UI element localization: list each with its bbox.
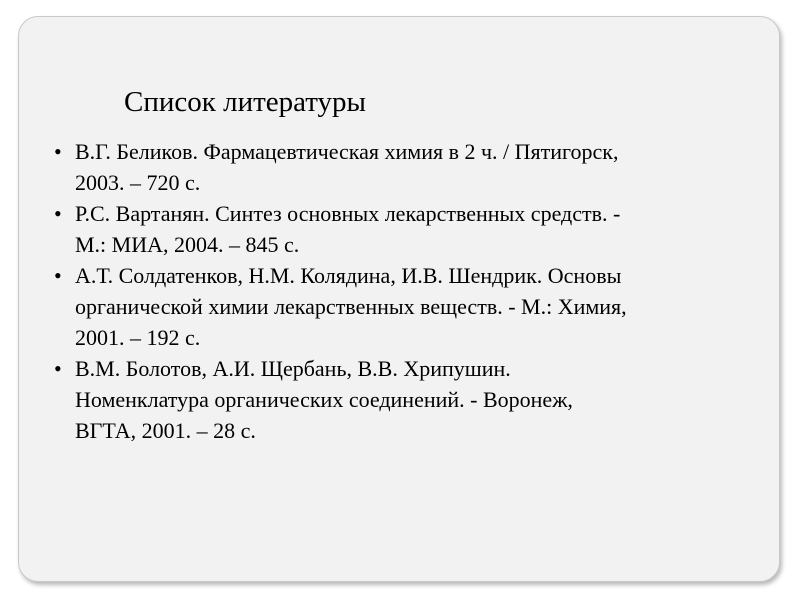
reference-line: Номенклатура органических соединений. - Воронеж,	[75, 387, 573, 412]
reference-line: 2003. – 720 с.	[75, 170, 201, 195]
reference-line: М.: МИА, 2004. – 845 с.	[75, 232, 300, 257]
reference-list	[54, 136, 774, 446]
reference-line: Р.С. Вартанян. Синтез основных лекарственных средств. -	[75, 201, 621, 226]
reference-item	[54, 198, 774, 260]
bullet-icon: •	[54, 201, 62, 226]
reference-line: ВГТА, 2001. – 28 с.	[75, 418, 256, 443]
bullet-icon: •	[54, 356, 62, 381]
bullet-icon: •	[54, 263, 62, 288]
reference-line: В.М. Болотов, А.И. Щербань, В.В. Хрипушин.	[75, 356, 511, 381]
reference-item	[54, 136, 774, 198]
slide-title: Список литературы	[124, 86, 367, 118]
bullet-icon: •	[54, 139, 62, 164]
reference-line: А.Т. Солдатенков, Н.М. Колядина, И.В. Шендрик. Основы	[75, 263, 622, 288]
reference-item	[54, 353, 774, 446]
reference-line: В.Г. Беликов. Фармацевтическая химия в 2 ч. / Пятигорск,	[75, 139, 619, 164]
reference-item	[54, 260, 774, 353]
reference-line: 2001. – 192 с.	[75, 325, 201, 350]
reference-line: органической химии лекарственных веществ. - М.: Химия,	[75, 294, 627, 319]
